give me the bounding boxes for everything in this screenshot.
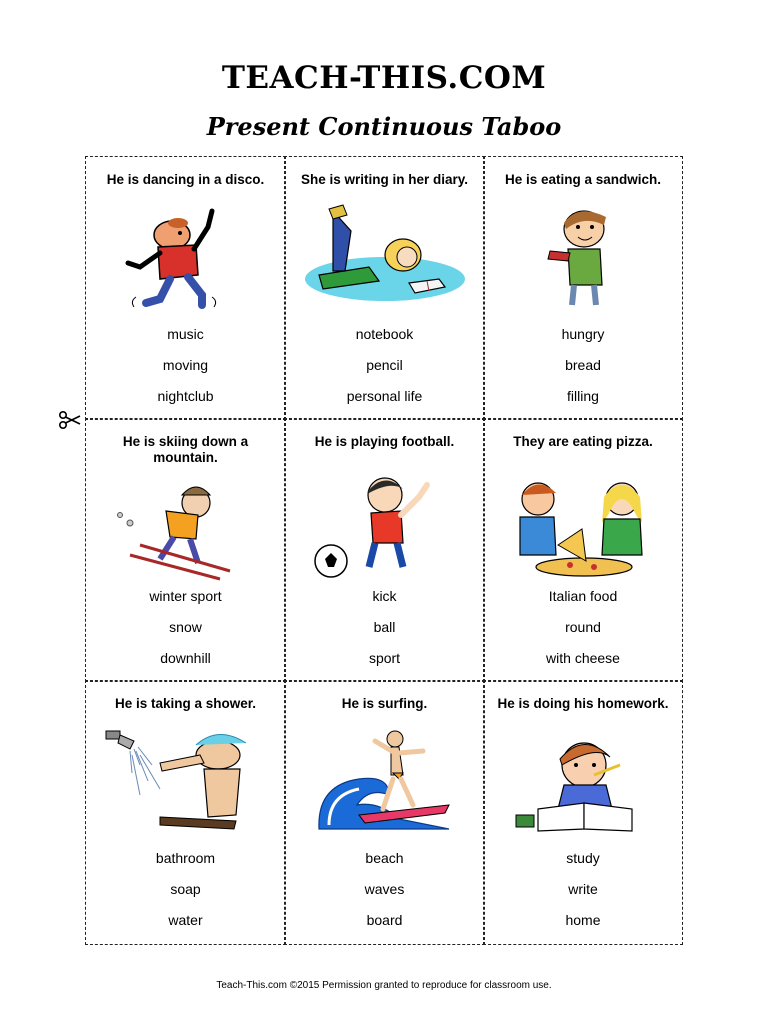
taboo-word: personal life bbox=[346, 388, 423, 405]
taboo-word: snow bbox=[169, 619, 202, 636]
card-title: She is writing in her diary. bbox=[300, 172, 469, 188]
card-title: He is doing his homework. bbox=[497, 696, 669, 712]
taboo-card bbox=[85, 680, 286, 945]
boy-football-icon bbox=[299, 471, 469, 583]
taboo-word: beach bbox=[365, 850, 404, 867]
taboo-word: Italian food bbox=[548, 588, 618, 605]
taboo-word: music bbox=[167, 326, 204, 343]
card-title: He is surfing. bbox=[341, 696, 428, 712]
card-title: He is eating a sandwich. bbox=[504, 172, 662, 188]
taboo-word: write bbox=[568, 881, 598, 898]
taboo-word: moving bbox=[162, 357, 209, 374]
taboo-word: bathroom bbox=[155, 850, 216, 867]
taboo-word: soap bbox=[170, 881, 201, 898]
boy-eating-sandwich-icon bbox=[498, 201, 668, 313]
taboo-word: round bbox=[565, 619, 601, 636]
surfer-icon bbox=[299, 725, 469, 837]
taboo-word: winter sport bbox=[149, 588, 222, 605]
card-title: He is playing football. bbox=[314, 434, 455, 450]
site-title: TEACH-THIS.COM bbox=[221, 60, 547, 96]
taboo-word: with cheese bbox=[546, 650, 620, 667]
card-title: They are eating pizza. bbox=[513, 434, 653, 450]
card-title: He is dancing in a disco. bbox=[106, 172, 265, 188]
taboo-word-list bbox=[86, 325, 285, 418]
taboo-word: nightclub bbox=[157, 388, 214, 405]
taboo-card bbox=[483, 418, 683, 682]
taboo-word: home bbox=[565, 912, 601, 929]
card-title: He is skiing down a mountain. bbox=[122, 434, 249, 466]
card-title: He is taking a shower. bbox=[114, 696, 257, 712]
taboo-card-grid bbox=[86, 157, 682, 944]
taboo-word: sport bbox=[368, 650, 401, 667]
taboo-word: water bbox=[168, 912, 203, 929]
taboo-word: bread bbox=[565, 357, 601, 374]
taboo-word-list bbox=[285, 325, 484, 418]
kids-eating-pizza-icon bbox=[498, 475, 668, 587]
taboo-word-list bbox=[285, 587, 484, 680]
taboo-word: waves bbox=[364, 881, 405, 898]
taboo-word-list bbox=[285, 849, 484, 942]
taboo-word: filling bbox=[567, 388, 599, 405]
taboo-word-list bbox=[484, 587, 682, 680]
taboo-card bbox=[284, 680, 485, 945]
scissors-icon bbox=[58, 409, 82, 431]
taboo-word: notebook bbox=[355, 326, 414, 343]
taboo-word-list bbox=[86, 849, 285, 942]
taboo-word: downhill bbox=[160, 650, 211, 667]
taboo-card bbox=[284, 156, 485, 420]
man-shower-icon bbox=[100, 725, 270, 837]
taboo-word: board bbox=[366, 912, 403, 929]
skier-icon bbox=[100, 475, 270, 587]
taboo-word: ball bbox=[373, 619, 396, 636]
taboo-word: hungry bbox=[561, 326, 605, 343]
taboo-word-list bbox=[86, 587, 285, 680]
taboo-card bbox=[483, 680, 683, 945]
taboo-card bbox=[483, 156, 683, 420]
girl-writing-icon bbox=[299, 201, 469, 313]
taboo-word: kick bbox=[372, 588, 397, 605]
taboo-card bbox=[85, 156, 286, 420]
taboo-word-list bbox=[484, 325, 682, 418]
taboo-card bbox=[284, 418, 485, 682]
boy-homework-icon bbox=[498, 725, 668, 837]
dancing-man-icon bbox=[100, 201, 270, 313]
footer-copyright: Teach-This.com ©2015 Permission granted to reproduce for classroom use. bbox=[216, 980, 552, 991]
taboo-card bbox=[85, 418, 286, 682]
taboo-word: study bbox=[566, 850, 600, 867]
taboo-word-list bbox=[484, 849, 682, 942]
page-title: Present Continuous Taboo bbox=[206, 112, 562, 141]
taboo-word: pencil bbox=[366, 357, 403, 374]
